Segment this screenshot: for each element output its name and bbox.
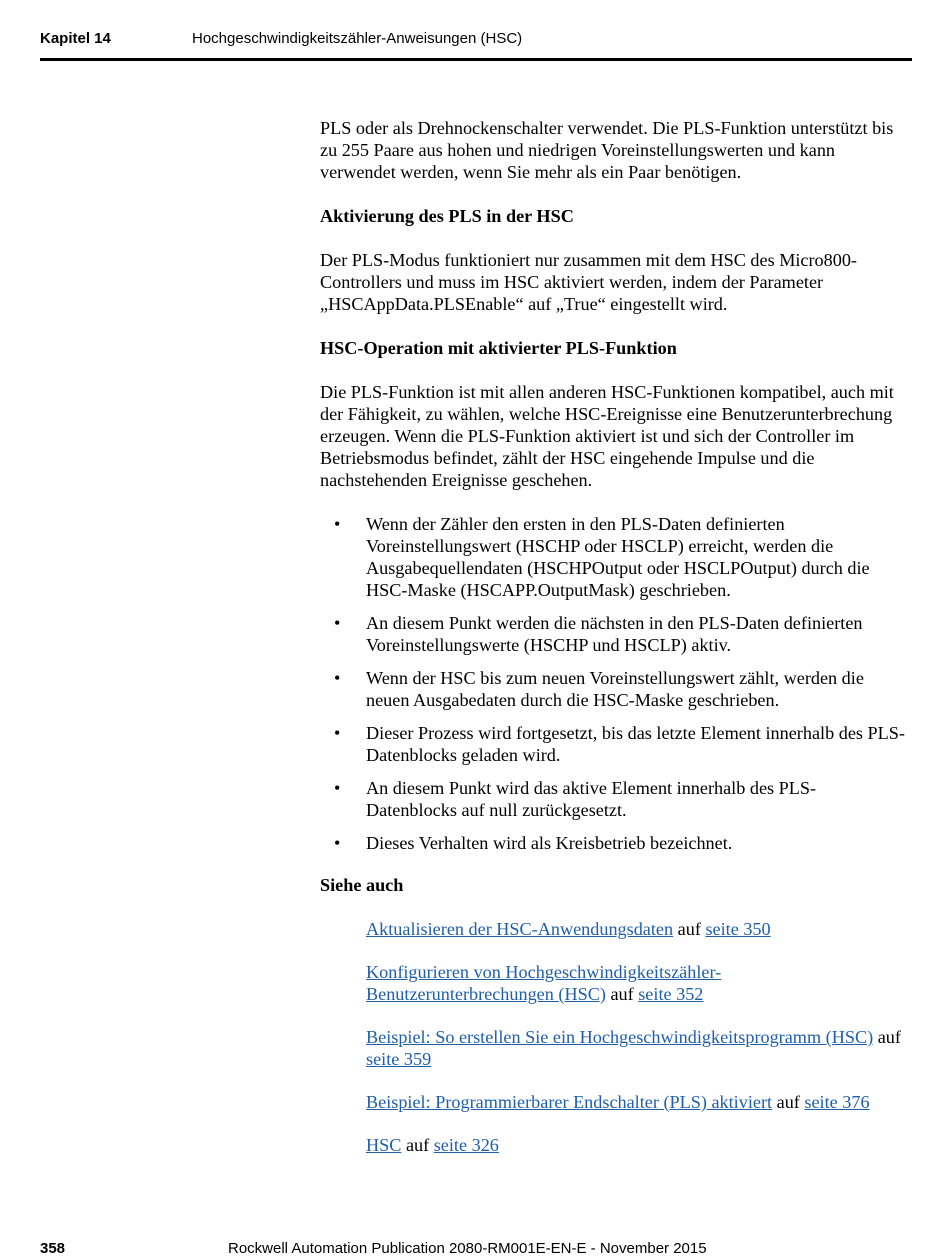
bullet-icon: • <box>334 778 341 798</box>
list-item-text: Dieses Verhalten wird als Kreisbetrieb bezeichnet. <box>366 833 733 853</box>
page-link[interactable]: seite 376 <box>804 1092 870 1112</box>
chapter-title: Hochgeschwindigkeitszähler-Anweisungen (HSC) <box>192 30 523 47</box>
bullet-icon: • <box>334 833 341 853</box>
bullet-icon: • <box>334 668 341 688</box>
bullet-icon: • <box>334 613 341 633</box>
reference-link[interactable]: HSC <box>366 1135 402 1155</box>
reference-connector: auf <box>877 1027 901 1047</box>
bullet-icon: • <box>334 723 341 743</box>
reference-link[interactable]: Aktualisieren der HSC-Anwendungsdaten <box>366 919 674 939</box>
see-also-item <box>366 961 905 1005</box>
bullet-icon: • <box>334 514 341 534</box>
reference-connector: auf <box>405 1135 430 1155</box>
list-item <box>320 777 905 821</box>
page-number: 358 <box>40 1240 66 1257</box>
list-item-text: An diesem Punkt werden die nächsten in den PLS-Daten definierten Voreinstellungswerte (HSCHP und HSCLP) aktiv. <box>366 613 863 655</box>
list-item-text: Wenn der Zähler den ersten in den PLS-Daten definierten Voreinstellungswert (HSCHP oder HSCLP) erreicht, werden die Ausgabequellendaten (HSCHPOutput oder HSCLPOutput) durch die HSC-Maske (HSCAPP.OutputMask) geschrieben. <box>366 514 870 600</box>
see-also-item <box>366 1134 905 1156</box>
reference-connector: auf <box>610 984 634 1004</box>
section-heading-operation: HSC-Operation mit aktivierter PLS-Funktion <box>320 338 677 358</box>
see-also-list <box>320 918 905 1156</box>
page-header <box>40 28 912 61</box>
reference-link[interactable]: Beispiel: So erstellen Sie ein Hochgeschwindigkeitsprogramm (HSC) <box>366 1027 874 1047</box>
list-item-text: Dieser Prozess wird fortgesetzt, bis das letzte Element innerhalb des PLS-Datenblocks geladen wird. <box>366 723 905 765</box>
chapter-label: Kapitel 14 <box>40 30 111 47</box>
event-list <box>320 513 905 854</box>
section-heading-activation: Aktivierung des PLS in der HSC <box>320 206 574 226</box>
reference-connector: auf <box>677 919 701 939</box>
activation-paragraph: Der PLS-Modus funktioniert nur zusammen mit dem HSC des Micro800-Controllers und muss im HSC aktiviert werden, indem der Parameter „HSCAppData.PLSEnable“ auf „True“ eingestellt wird. <box>320 250 857 314</box>
reference-connector: auf <box>776 1092 800 1112</box>
see-also-heading: Siehe auch <box>320 875 404 895</box>
page-link[interactable]: seite 359 <box>366 1049 432 1069</box>
list-item-text: An diesem Punkt wird das aktive Element innerhalb des PLS-Datenblocks auf null zurückgesetzt. <box>366 778 817 820</box>
see-also-item <box>366 1091 905 1113</box>
page-link[interactable]: seite 326 <box>433 1135 499 1155</box>
reference-link[interactable]: Beispiel: Programmierbarer Endschalter (PLS) aktiviert <box>366 1092 773 1112</box>
see-also-item <box>366 1026 905 1070</box>
publication-info: Rockwell Automation Publication 2080-RM001E-EN-E - November 2015 <box>228 1240 707 1257</box>
list-item-text: Wenn der HSC bis zum neuen Voreinstellungswert zählt, werden die neuen Ausgabedaten durch die HSC-Maske geschrieben. <box>366 668 864 710</box>
intro-paragraph: PLS oder als Drehnockenschalter verwendet. Die PLS-Funktion unterstützt bis zu 255 Paare aus hohen und niedrigen Voreinstellungswerten und kann verwendet werden, wenn Sie mehr als ein Paar benötigen. <box>320 118 894 182</box>
reference-link[interactable]: Konfigurieren von Hochgeschwindigkeitszähler-Benutzerunterbrechungen (HSC) <box>366 962 722 1004</box>
list-item <box>320 667 905 711</box>
list-item <box>320 513 905 601</box>
list-item <box>320 832 905 854</box>
operation-paragraph: Die PLS-Funktion ist mit allen anderen HSC-Funktionen kompatibel, auch mit der Fähigkeit, zu wählen, welche HSC-Ereignisse eine Benutzerunterbrechung erzeugen. Wenn die PLS-Funktion aktiviert ist und sich der Controller im Betriebsmodus befindet, zählt der HSC eingehende Impulse und die nachstehenden Ereignisse geschehen. <box>320 382 894 490</box>
main-content <box>320 117 905 1177</box>
list-item <box>320 612 905 656</box>
list-item <box>320 722 905 766</box>
page-link[interactable]: seite 352 <box>638 984 704 1004</box>
see-also-item <box>366 918 905 940</box>
page-link[interactable]: seite 350 <box>705 919 771 939</box>
